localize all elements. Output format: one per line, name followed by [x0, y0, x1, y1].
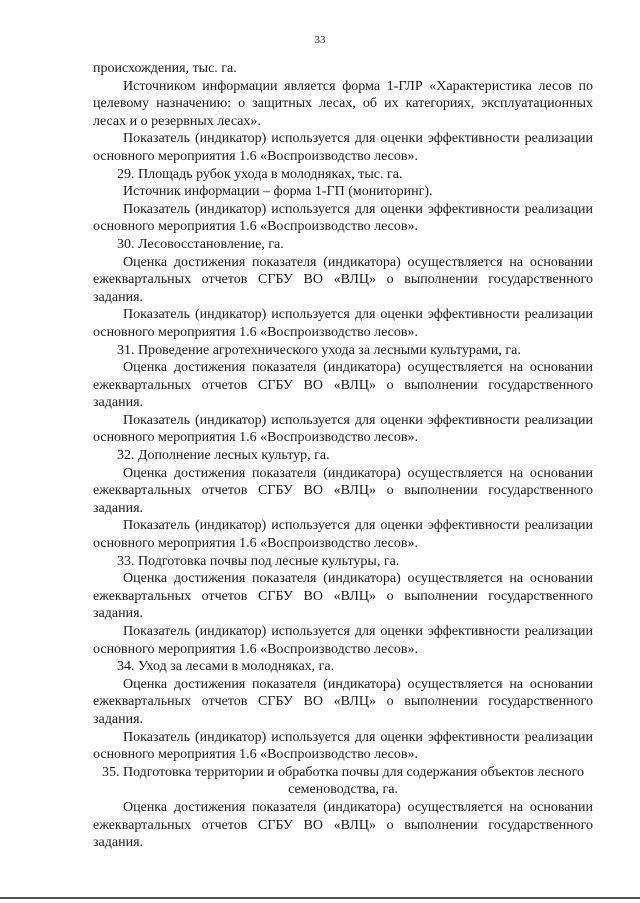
- section-heading: 31. Проведение агротехнического ухода за лесными культурами, га.: [117, 342, 521, 358]
- paragraph: Оценка достижения показателя (индикатора) осуществляется на основании ежеквартальных отчетов СГБУ ВО «ВЛЦ» о выполнении государственного задания.: [93, 254, 593, 305]
- paragraph: Показатель (индикатор) используется для оценки эффективности реализации основного мероприятия 1.6 «Воспроизводство лесов».: [93, 729, 593, 763]
- section-heading: 33. Подготовка почвы под лесные культуры, га.: [117, 553, 400, 569]
- paragraph: Оценка достижения показателя (индикатора) осуществляется на основании ежеквартальных отчетов СГБУ ВО «ВЛЦ» о выполнении государственного задания.: [93, 799, 593, 851]
- section-heading: 35. Подготовка территории и обработка почвы для содержания объектов лесного семеноводства, га.: [101, 764, 585, 798]
- paragraph: Оценка достижения показателя (индикатора) осуществляется на основании ежеквартальных отчетов СГБУ ВО «ВЛЦ» о выполнении государственного задания.: [93, 360, 593, 411]
- paragraph: Оценка достижения показателя (индикатора) осуществляется на основании ежеквартальных отчетов СГБУ ВО «ВЛЦ» о выполнении государственного задания.: [93, 571, 593, 622]
- page-bottom-edge: [0, 897, 640, 899]
- paragraph: Источник информации – форма 1-ГП (мониторинг).: [123, 184, 433, 200]
- paragraph: Показатель (индикатор) используется для оценки эффективности реализации основного мероприятия 1.6 «Воспроизводство лесов».: [93, 201, 593, 235]
- section-heading: 32. Дополнение лесных культур, га.: [117, 448, 330, 464]
- section-heading: 30. Лесовосстановление, га.: [117, 236, 284, 252]
- paragraph: Показатель (индикатор) используется для оценки эффективности реализации основного мероприятия 1.6 «Воспроизводство лесов».: [93, 307, 593, 340]
- paragraph: Показатель (индикатор) используется для оценки эффективности реализации основного мероприятия 1.6 «Воспроизводство лесов».: [93, 412, 593, 446]
- section-heading: 34. Уход за лесами в молодняках, га.: [117, 659, 335, 675]
- document-body: [93, 60, 593, 852]
- paragraph: Оценка достижения показателя (индикатора) осуществляется на основании ежеквартальных отчетов СГБУ ВО «ВЛЦ» о выполнении государственного задания.: [93, 676, 593, 727]
- paragraph: Показатель (индикатор) используется для оценки эффективности реализации основного мероприятия 1.6 «Воспроизводство лесов».: [93, 518, 593, 552]
- paragraph: Источником информации является форма 1-ГЛР «Характеристика лесов по целевому назначению: о защитных лесах, об их категориях, эксплуатационных лесах и о резервных лесах».: [93, 78, 593, 129]
- section-heading: 29. Площадь рубок ухода в молодняках, тыс. га.: [117, 166, 403, 182]
- paragraph: Показатель (индикатор) используется для оценки эффективности реализации основного мероприятия 1.6 «Воспроизводство лесов».: [93, 131, 593, 164]
- page-number: 33: [314, 34, 326, 46]
- paragraph: происхождения, тыс. га.: [93, 61, 237, 76]
- paragraph: Оценка достижения показателя (индикатора) осуществляется на основании ежеквартальных отчетов СГБУ ВО «ВЛЦ» о выполнении государственного задания.: [93, 465, 593, 516]
- paragraph: Показатель (индикатор) используется для оценки эффективности реализации основного мероприятия 1.6 «Воспроизводство лесов».: [93, 624, 593, 657]
